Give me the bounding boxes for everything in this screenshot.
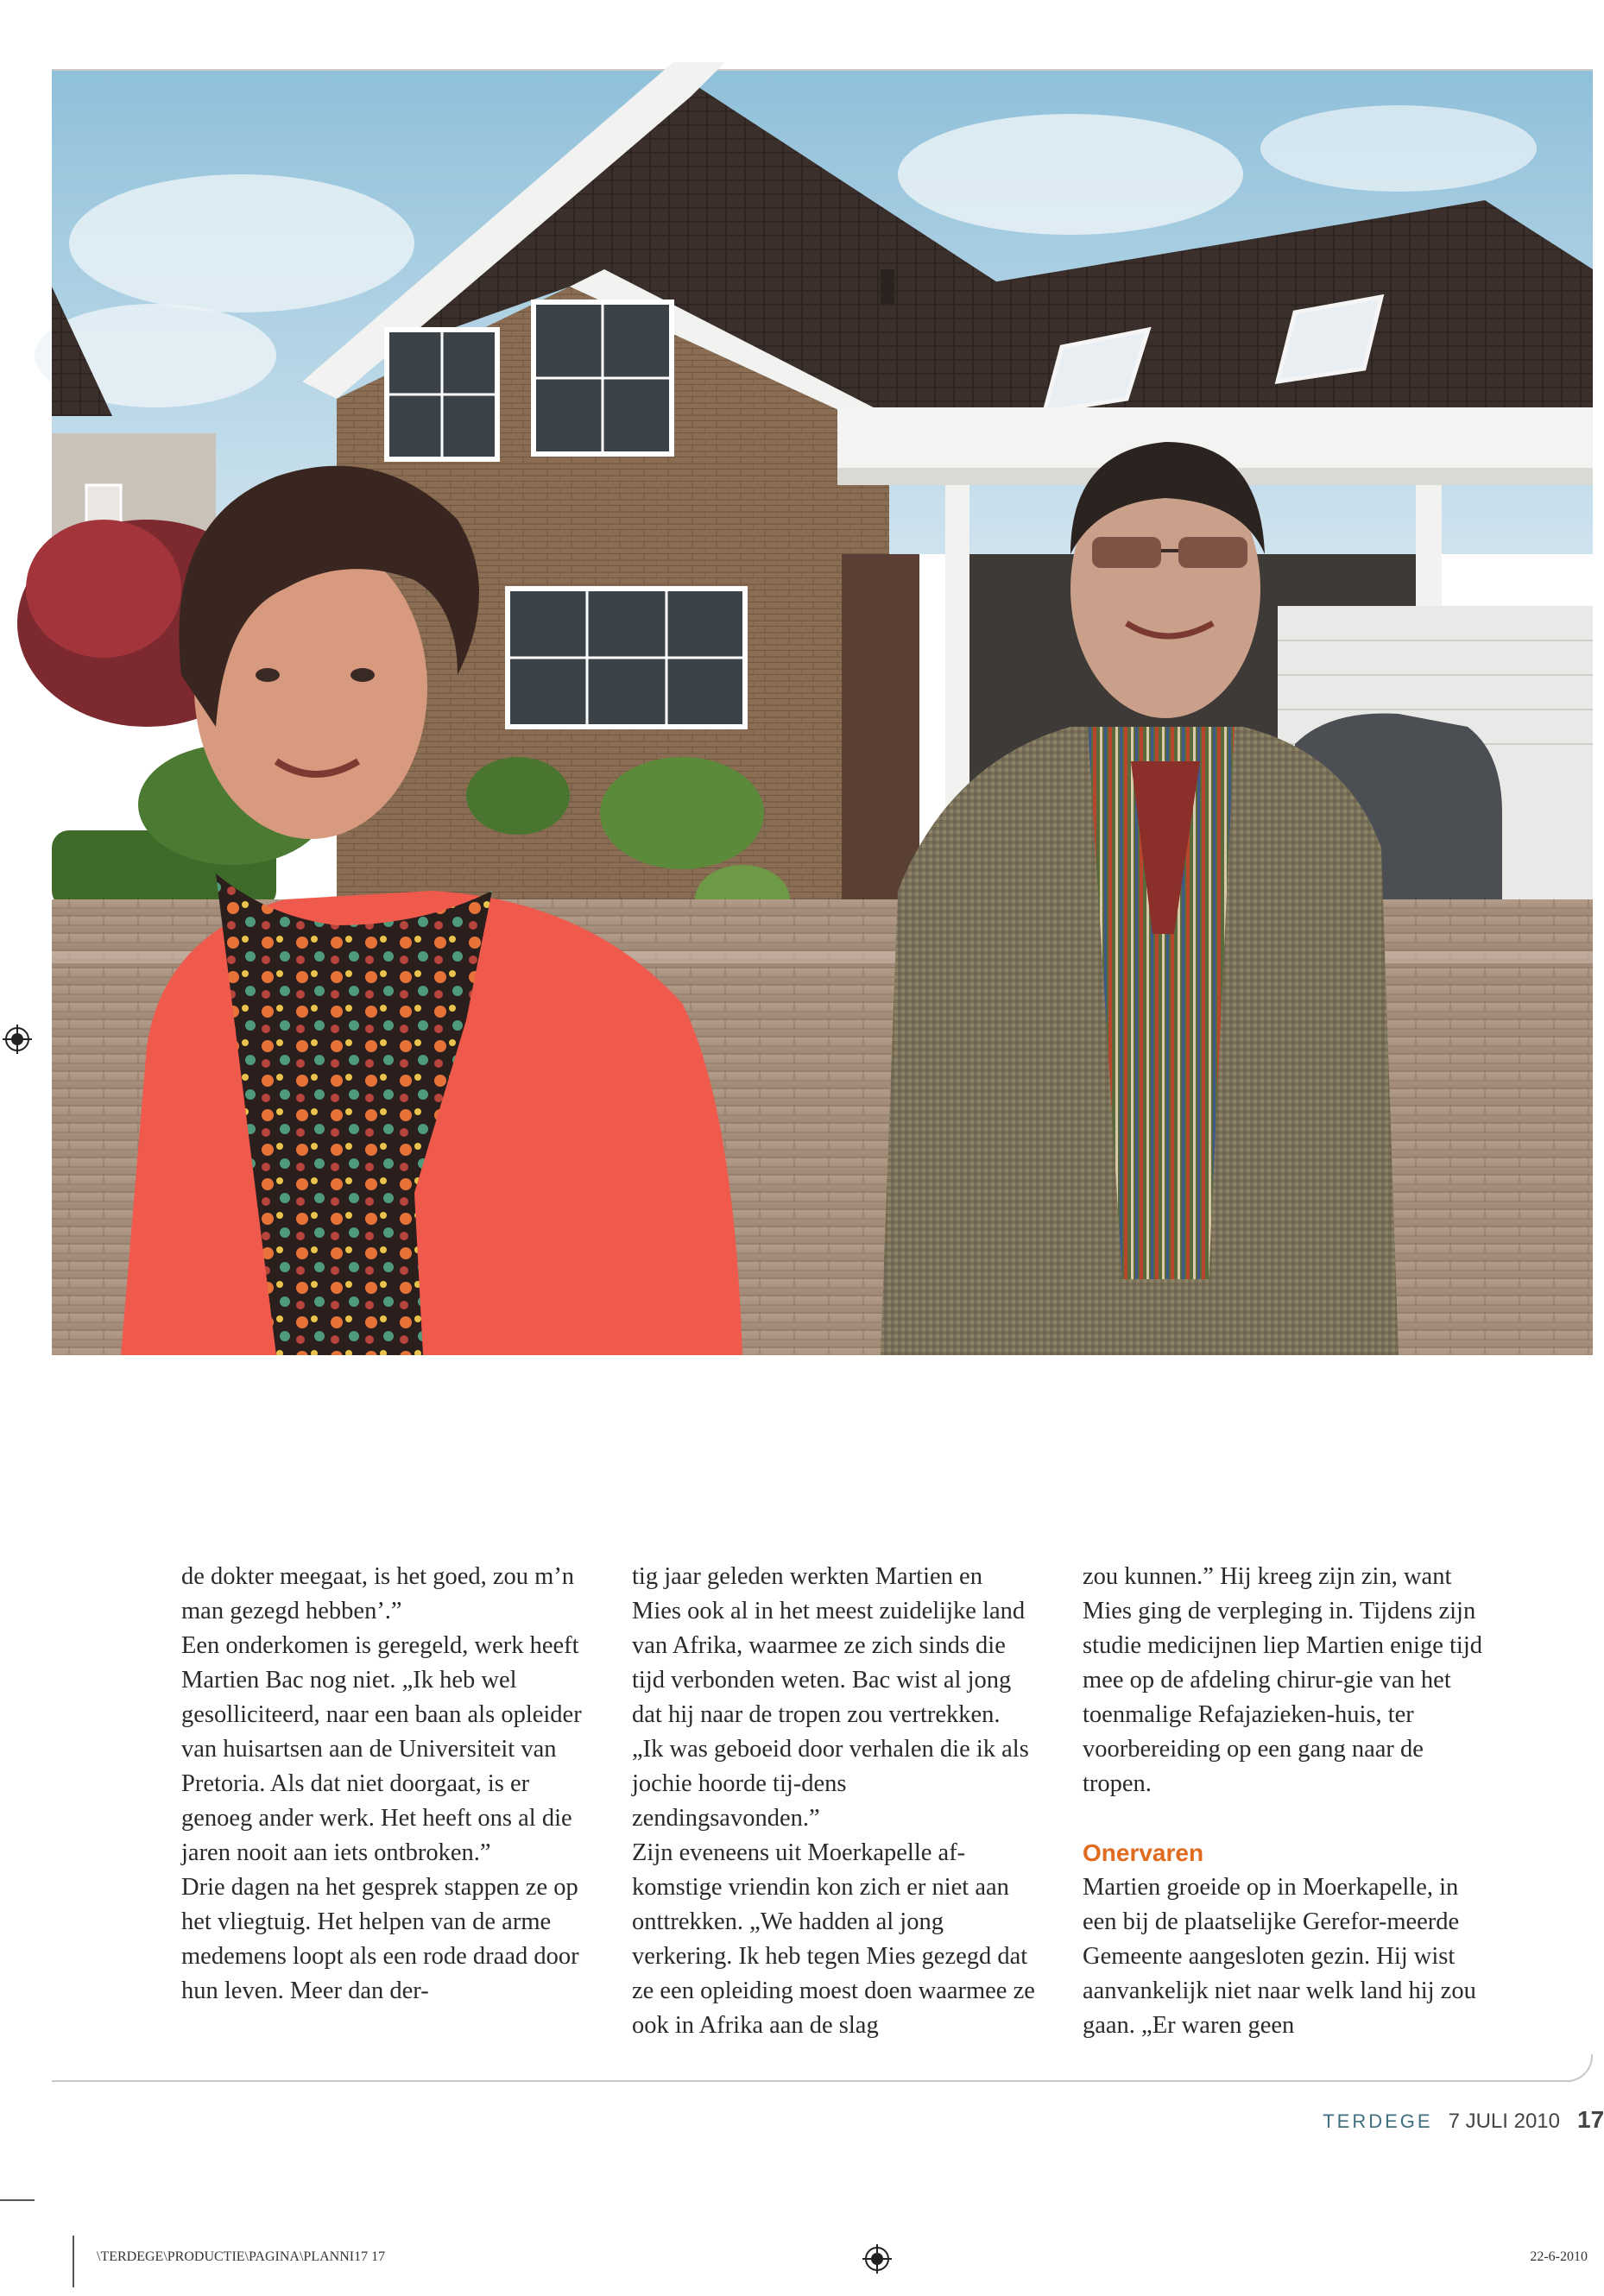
- subheading: Onervaren: [1083, 1839, 1204, 1866]
- production-date: 22-6-2010: [1530, 2249, 1588, 2264]
- page-number: 17: [1577, 2106, 1604, 2133]
- article-column-2: [632, 1560, 1038, 2043]
- magazine-name: TERDEGE: [1323, 2110, 1433, 2132]
- article-column-1: [181, 1560, 587, 2009]
- page-frame-bottom: [52, 2080, 1571, 2082]
- issue-date: 7 JULI 2010: [1448, 2110, 1560, 2133]
- paragraph: tig jaar geleden werkten Martien en Mies ook al in het meest zuidelijke land van Afrika, waarmee ze zich sinds die tijd verbonden weten. Bac wist al jong dat hij naar de tropen zou vertrekken. „Ik was geboeid door verhalen die ik als jochie hoorde tij-dens zendingsavonden.”: [632, 1563, 1029, 1832]
- article-column-3: [1083, 1560, 1488, 2043]
- page-footer: [1323, 2106, 1604, 2135]
- paragraph: zou kunnen.” Hij kreeg zijn zin, want Mies ging de verpleging in. Tijdens zijn studie medicijnen liep Martien enige tijd mee op de afdeling chirur-gie van het toenmalige Refajazieken-huis, ter voorbereiding op een gang naar de tropen.: [1083, 1563, 1482, 1797]
- crop-mark: [73, 2236, 74, 2287]
- production-path: \TERDEGE\PRODUCTIE\PAGINA\PLANNI17 17: [97, 2249, 386, 2264]
- paragraph: Drie dagen na het gesprek stappen ze op het vliegtuig. Het helpen van de arme medemens loopt als een rode draad door hun leven. Meer dan der-: [181, 1874, 579, 2004]
- registration-mark-icon: [862, 2244, 892, 2274]
- paragraph: Martien groeide op in Moerkapelle, in een bij de plaatselijke Gerefor-meerde Gemeente aangesloten gezin. Hij wist aanvankelijk niet naar welk land hij zou gaan. „Er waren geen: [1083, 1874, 1476, 2039]
- article-photo: [52, 71, 1593, 1355]
- crop-mark: [0, 2199, 35, 2201]
- registration-mark-icon: [3, 1025, 32, 1054]
- paragraph: Zijn eveneens uit Moerkapelle af-komstige vriendin kon zich er niet aan onttrekken. „We hadden al jong verkering. Ik heb tegen Mies gezegd dat ze een opleiding moest doen waarmee ze ook in Afrika aan de slag: [632, 1839, 1035, 2039]
- paragraph: de dokter meegaat, is het goed, zou m’n man gezegd hebben’.”: [181, 1563, 575, 1624]
- paragraph: Een onderkomen is geregeld, werk heeft Martien Bac nog niet. „Ik heb wel gesolliciteerd, naar een baan als opleider van huisartsen aan de Universiteit van Pretoria. Als dat niet doorgaat, is er genoeg ander werk. Het heeft ons al die jaren nooit aan iets ontbroken.”: [181, 1632, 582, 1866]
- page-frame-corner: [1554, 2054, 1593, 2082]
